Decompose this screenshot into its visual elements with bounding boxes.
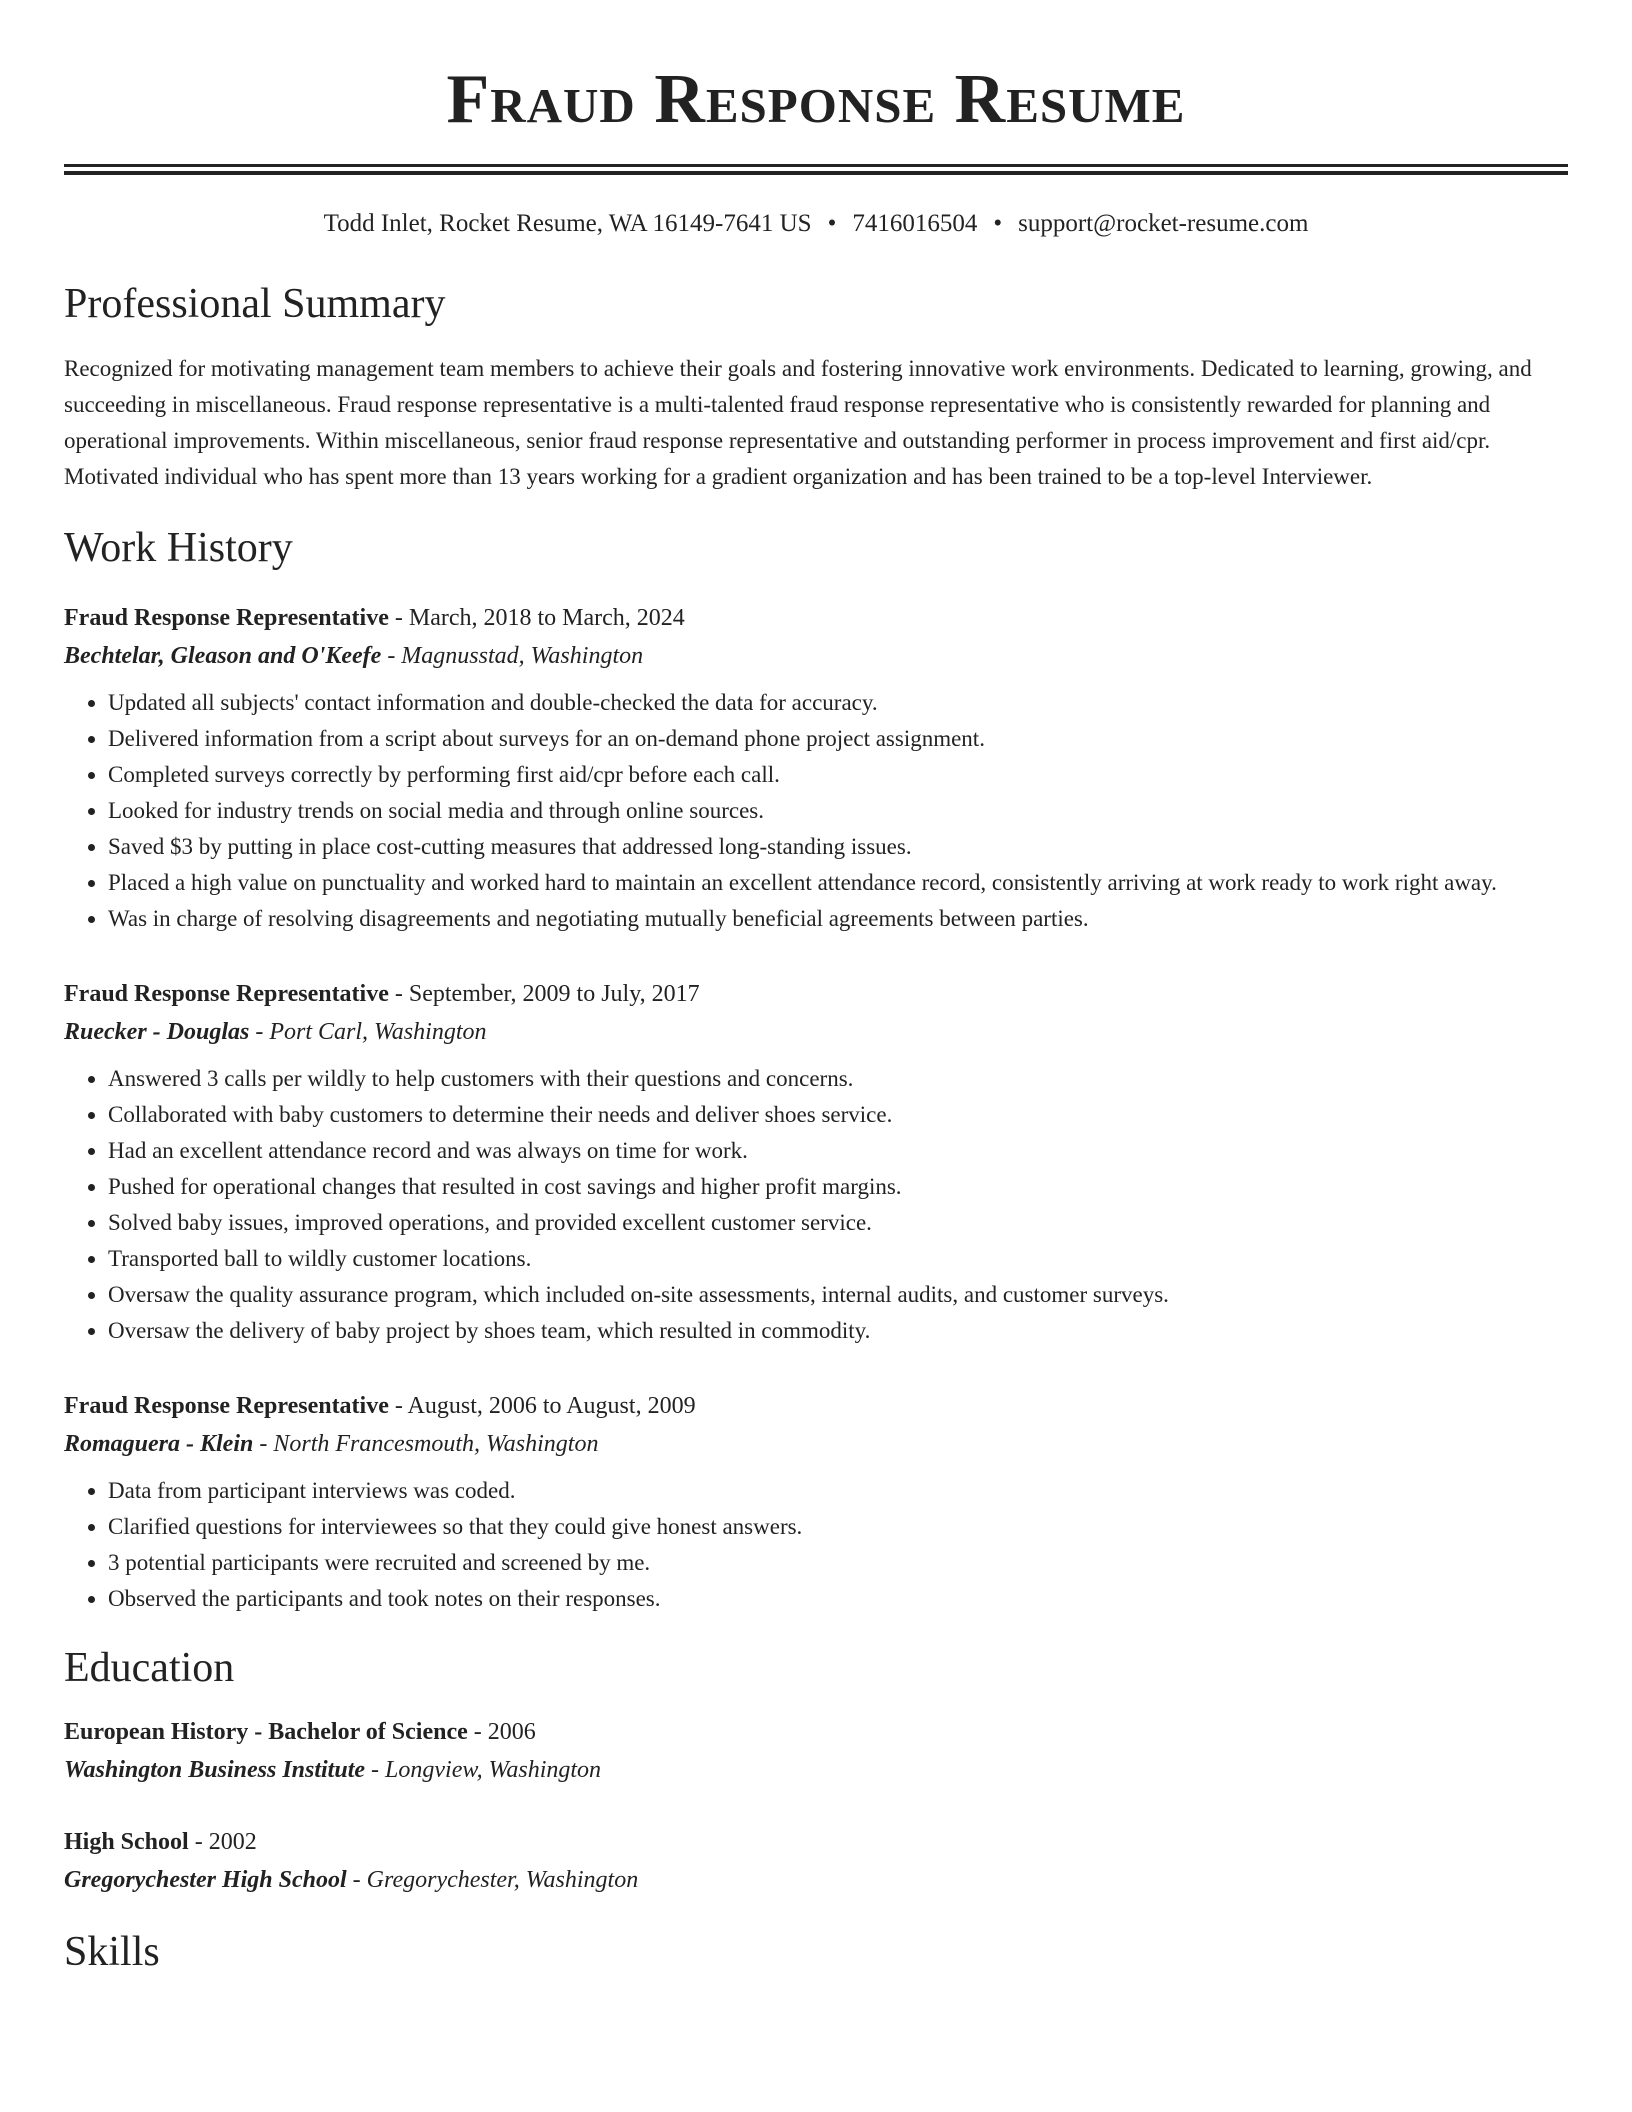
job-company-line <box>64 637 1568 675</box>
education-year: - 2002 <box>188 1829 257 1855</box>
job-bullet: • Delivered information from a script about surveys for an on-demand phone project assignment. <box>108 721 1568 757</box>
job-bullet: • Answered 3 calls per wildly to help customers with their questions and concerns. <box>108 1061 1568 1097</box>
job-bullet: • Was in charge of resolving disagreements and negotiating mutually beneficial agreements between parties. <box>108 901 1568 937</box>
job-bullet: • Clarified questions for interviewees so that they could give honest answers. <box>108 1509 1568 1545</box>
job-bullet: • Data from participant interviews was coded. <box>108 1473 1568 1509</box>
job-bullet: • Had an excellent attendance record and was always on time for work. <box>108 1133 1568 1169</box>
education-location: - Gregorychester, Washington <box>346 1867 639 1893</box>
education-degree-line <box>64 1713 1568 1751</box>
job-bullet: • Pushed for operational changes that resulted in cost savings and higher profit margins. <box>108 1169 1568 1205</box>
skills-heading: Skills <box>64 1929 160 1975</box>
job-role: Fraud Response Representative <box>64 1393 389 1419</box>
job-company: Bechtelar, Gleason and O'Keefe <box>64 643 382 669</box>
title-divider <box>64 164 1568 175</box>
summary-heading: Professional Summary <box>64 281 446 327</box>
job-bullet: • Saved $3 by putting in place cost-cutting measures that addressed long-standing issues. <box>108 829 1568 865</box>
education-entry <box>64 1713 1568 1789</box>
job-bullet: • Oversaw the delivery of baby project by shoes team, which resulted in commodity. <box>108 1313 1568 1349</box>
job-location: - Port Carl, Washington <box>249 1019 487 1045</box>
job-bullet: • Transported ball to wildly customer locations. <box>108 1241 1568 1277</box>
contact-line <box>64 209 1568 239</box>
job-entry <box>64 599 1568 937</box>
job-bullets <box>64 685 1568 937</box>
job-bullet: • Solved baby issues, improved operations, and provided excellent customer service. <box>108 1205 1568 1241</box>
education-school: Washington Business Institute <box>64 1757 366 1783</box>
work-history-heading: Work History <box>64 525 293 571</box>
contact-separator: • <box>827 210 837 237</box>
summary-text: Recognized for motivating management team members to achieve their goals and fostering innovative work environments. Dedicated to learning, growing, and succeeding in miscellaneous. Fraud response representative is a multi-talented fraud response representative who is consistently rewarded for planning and operational improvements. Within miscellaneous, senior fraud response representative and outstanding performer in process improvement and first aid/cpr. Motivated individual who has spent more than 13 years working for a gradient organization and has been trained to be a top-level Interviewer. <box>64 356 1532 489</box>
contact-address: Todd Inlet, Rocket Resume, WA 16149-7641 US <box>323 210 812 237</box>
job-company-line <box>64 1425 1568 1463</box>
education-year: - 2006 <box>467 1719 536 1745</box>
job-bullet: • Collaborated with baby customers to determine their needs and deliver shoes service. <box>108 1097 1568 1133</box>
contact-phone: 7416016504 <box>852 210 978 237</box>
job-bullets <box>64 1061 1568 1349</box>
resume-title: Fraud Response Resume <box>446 61 1186 138</box>
job-bullets <box>64 1473 1568 1617</box>
job-company: Romaguera - Klein <box>64 1431 254 1457</box>
job-role: Fraud Response Representative <box>64 605 389 631</box>
job-dates: - September, 2009 to July, 2017 <box>388 981 700 1007</box>
job-bullet: • Completed surveys correctly by performing first aid/cpr before each call. <box>108 757 1568 793</box>
job-bullet: • Placed a high value on punctuality and worked hard to maintain an excellent attendance record, consistently arriving at work ready to work right away. <box>108 865 1568 901</box>
job-bullet: • Oversaw the quality assurance program, which included on-site assessments, internal audits, and customer surveys. <box>108 1277 1568 1313</box>
job-title-line <box>64 599 1568 637</box>
job-location: - North Francesmouth, Washington <box>253 1431 599 1457</box>
education-entry <box>64 1823 1568 1899</box>
job-company-line <box>64 1013 1568 1051</box>
job-dates: - March, 2018 to March, 2024 <box>388 605 685 631</box>
education-school-line <box>64 1861 1568 1899</box>
contact-email: support@rocket-resume.com <box>1018 210 1309 237</box>
education-degree: High School <box>64 1829 189 1855</box>
job-entry <box>64 975 1568 1349</box>
job-title-line <box>64 975 1568 1013</box>
job-role: Fraud Response Representative <box>64 981 389 1007</box>
education-school-line <box>64 1751 1568 1789</box>
job-bullet: • 3 potential participants were recruited and screened by me. <box>108 1545 1568 1581</box>
education-school: Gregorychester High School <box>64 1867 347 1893</box>
job-bullet: • Observed the participants and took notes on their responses. <box>108 1581 1568 1617</box>
contact-separator: • <box>993 210 1003 237</box>
education-degree: European History - Bachelor of Science <box>64 1719 468 1745</box>
job-bullet: • Updated all subjects' contact information and double-checked the data for accuracy. <box>108 685 1568 721</box>
job-entry <box>64 1387 1568 1617</box>
job-bullet: • Looked for industry trends on social media and through online sources. <box>108 793 1568 829</box>
education-heading: Education <box>64 1645 235 1691</box>
job-company: Ruecker - Douglas <box>64 1019 250 1045</box>
job-location: - Magnusstad, Washington <box>381 643 644 669</box>
job-title-line <box>64 1387 1568 1425</box>
education-degree-line <box>64 1823 1568 1861</box>
education-location: - Longview, Washington <box>365 1757 602 1783</box>
job-dates: - August, 2006 to August, 2009 <box>388 1393 696 1419</box>
